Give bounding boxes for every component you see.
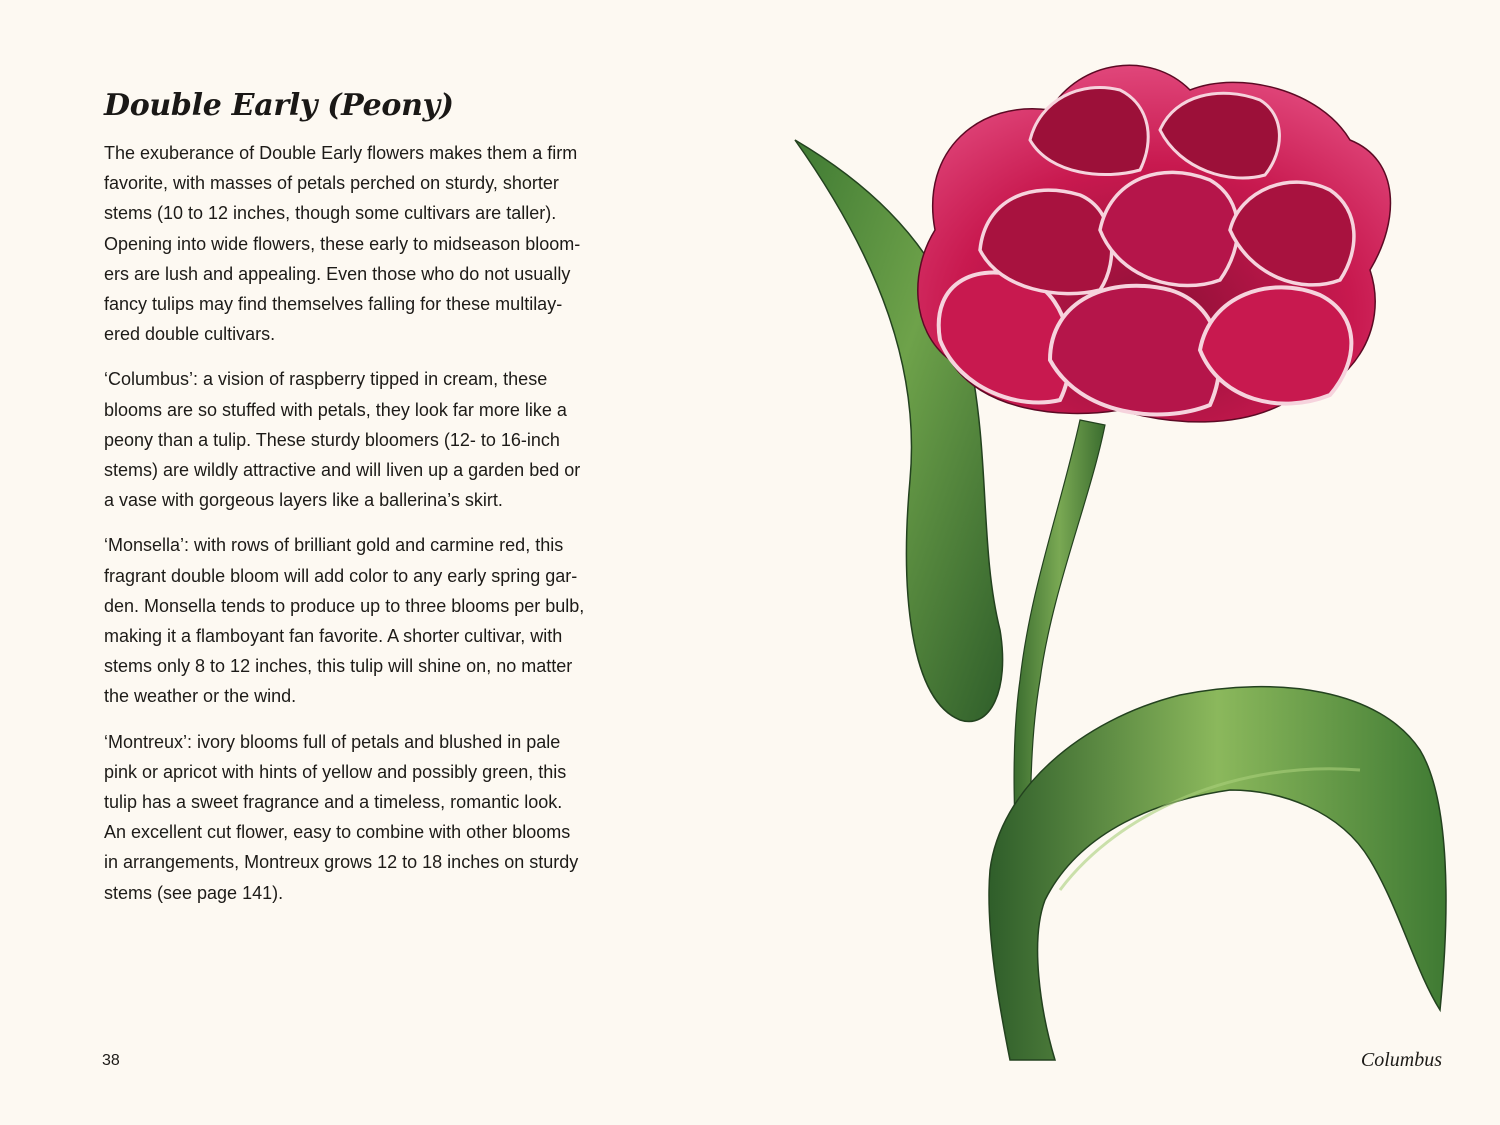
illustration-caption: Columbus [1360,1049,1442,1071]
text-line: Opening into wide flowers, these early to midseason bloom- [104,233,581,254]
text-line: in arrangements, Montreux grows 12 to 18 inches on sturdy [104,852,579,873]
page-number: 38 [102,1052,120,1069]
text-line: ‘Montreux’: ivory blooms full of petals and blushed in pale [104,731,561,752]
text-line: making it a flamboyant fan favorite. A shorter cultivar, with [104,626,563,647]
text-line: the weather or the wind. [104,686,297,707]
text-line: pink or apricot with hints of yellow and possibly green, this [104,761,567,782]
text-line: den. Monsella tends to produce up to three blooms per bulb, [104,595,585,616]
text-line: The exuberance of Double Early flowers makes them a firm [104,143,578,163]
text-line: fancy tulips may find themselves falling for these multilay- [104,294,563,315]
paragraph-columbus [104,364,634,515]
text-line: favorite, with masses of petals perched on sturdy, shorter [104,173,559,194]
text-line: stems) are wildly attractive and will liven up a garden bed or [104,460,581,481]
text-line: tulip has a sweet fragrance and a timeless, romantic look. [104,792,563,813]
lower-leaf [989,687,1446,1060]
text-line: ers are lush and appealing. Even those who do not usually [104,263,571,284]
text-line: An excellent cut flower, easy to combine with other blooms [104,822,571,843]
text-line: ered double cultivars. [104,324,276,345]
paragraph-monsella [104,530,634,711]
paragraph-montreux [104,727,634,908]
text-line: stems (10 to 12 inches, though some cultivars are taller). [104,203,557,224]
text-line: stems only 8 to 12 inches, this tulip will shine on, no matter [104,656,573,677]
text-column [104,86,634,923]
text-line: blooms are so stuffed with petals, they look far more like a [104,399,567,420]
tulip-illustration [760,30,1480,1090]
text-line: ‘Columbus’: a vision of raspberry tipped in cream, these [104,369,548,390]
section-heading: Double Early (Peony) [104,88,454,123]
text-line: ‘Monsella’: with rows of brilliant gold and carmine red, this [104,535,564,556]
text-line: fragrant double bloom will add color to any early spring gar- [104,565,578,586]
text-line: a vase with gorgeous layers like a ballerina’s skirt. [104,490,503,511]
text-line: peony than a tulip. These sturdy bloomers (12- to 16-inch [104,429,560,450]
paragraph-intro [104,138,634,349]
text-line: stems (see page 141). [104,882,284,903]
tulip-bloom [918,65,1391,422]
